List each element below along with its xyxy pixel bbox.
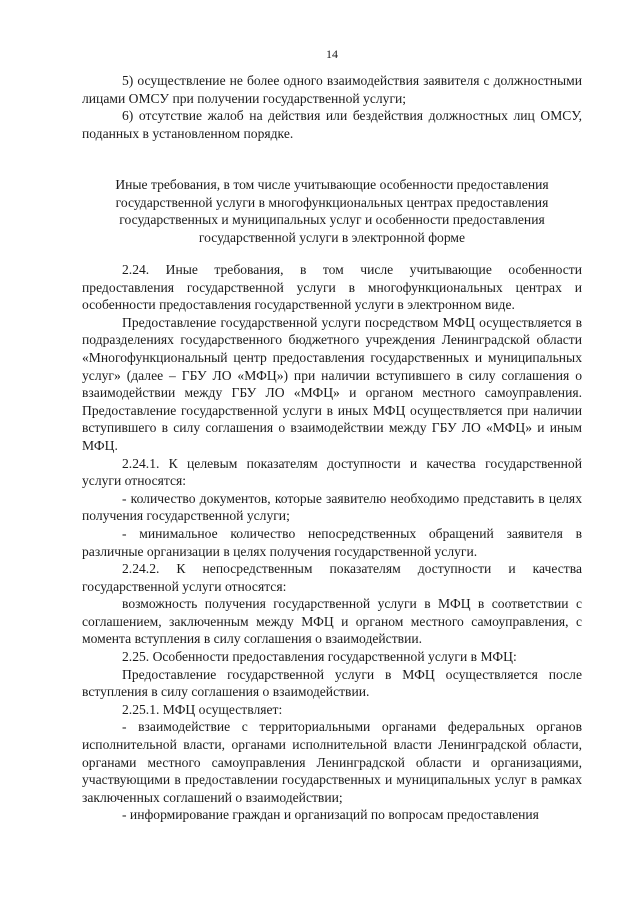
paragraph-mfc-after-agreement: Предоставление государственной услуги в МФЦ осуществляется после вступления в силу соглашения о взаимодействии. (82, 666, 582, 700)
list-item: - взаимодействие с территориальными органами федеральных органов исполнительной власти, органами исполнительной власти Ленинградской области, органами местного самоуправления Ленинградской области и организациями, участвующими в предоставлении государственных и муниципальных услуг в рамках заключенных соглашений о взаимодействии; (82, 719, 582, 805)
section-heading: Иные требования, в том числе учитывающие особенности предоставления государственной услуги в многофункциональных центрах предоставления государственных и муниципальных услуг и особенности предоставления государственной услуги в электронной форме (115, 177, 549, 245)
page-number: 14 (326, 47, 338, 61)
paragraph-2-25-1: 2.25.1. МФЦ осуществляет: (122, 701, 283, 717)
paragraph-2-24-1: 2.24.1. К целевым показателям доступности и качества государственной услуги относятся: (82, 455, 582, 489)
section-body (82, 261, 582, 824)
paragraph-2-25: 2.25. Особенности предоставления государственной услуги в МФЦ: (122, 649, 517, 665)
list-item: - количество документов, которые заявителю необходимо представить в целях получения государственной услуги; (82, 490, 582, 524)
paragraph-mfc-provision: Предоставление государственной услуги посредством МФЦ осуществляется в подразделениях государственного бюджетного учреждения Ленинградской области «Многофункциональный центр предоставления государственных и муниципальных услуг» (далее – ГБУ ЛО «МФЦ») при наличии вступившего в силу соглашения о взаимодействии между ГБУ ЛО «МФЦ» и органом местного самоуправления. Предоставление государственной услуги в иных МФЦ осуществляется при наличии вступившего в силу соглашения о взаимодействии между ГБУ ЛО «МФЦ» и иным МФЦ. (82, 314, 582, 453)
list-item: - минимальное количество непосредственных обращений заявителя в различные организации в целях получения государственной услуги. (82, 525, 582, 559)
paragraph-2-24: 2.24. Иные требования, в том числе учитывающие особенности предоставления государственной услуги в многофункциональных центрах и особенности предоставления государственной услуги в электронном виде. (82, 262, 582, 313)
list-item: - информирование граждан и организаций по вопросам предоставления (122, 807, 539, 823)
list-item: 5) осуществление не более одного взаимодействия заявителя с должностными лицами ОМСУ при получении государственной услуги; (82, 73, 582, 106)
requirements-list-end (82, 72, 582, 142)
paragraph-2-24-2: 2.24.2. К непосредственным показателям доступности и качества государственной услуги относятся: (82, 561, 582, 594)
list-item: 6) отсутствие жалоб на действия или бездействия должностных лиц ОМСУ, поданных в установленном порядке. (82, 108, 582, 141)
paragraph-possibility: возможность получения государственной услуги в МФЦ в соответствии с соглашением, заключенным между МФЦ и органом местного самоуправления, с момента вступления в силу соглашения о взаимодействии. (82, 596, 582, 647)
